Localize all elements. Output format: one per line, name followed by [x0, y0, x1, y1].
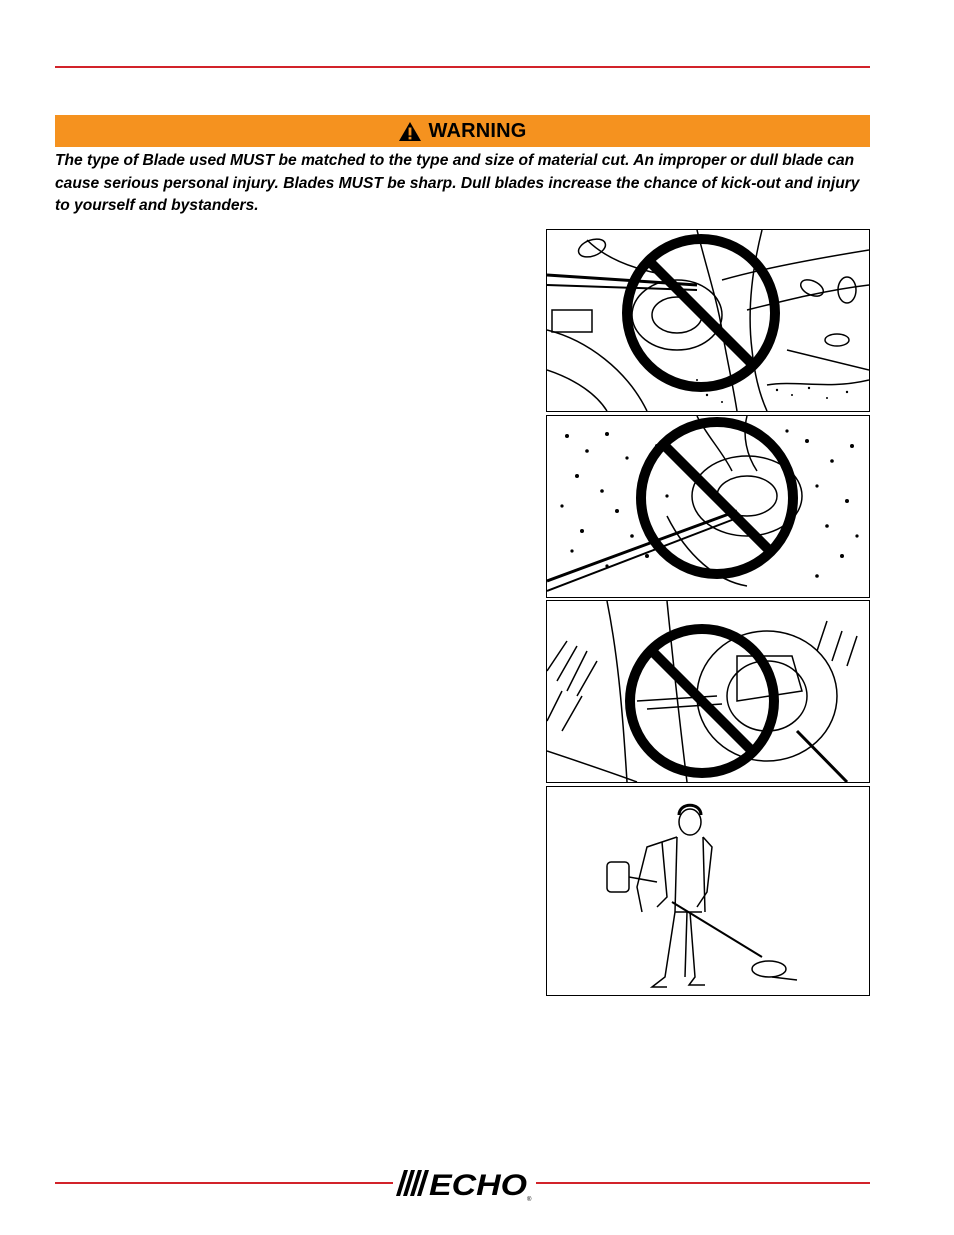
- footer-rule-left: [55, 1182, 393, 1184]
- registered-mark: ®: [527, 1197, 532, 1202]
- warning-text: The type of Blade used MUST be matched to the type and size of material cut. An improper or dull blade can cause serious personal injury. Blades MUST be sharp. Dull blades increase the chance of kick-out and injury to yourself and bystanders.: [55, 152, 860, 214]
- logo-text: ECHO: [429, 1169, 527, 1202]
- illustration-blade-near-tree: [546, 229, 870, 412]
- prohibition-icon: [627, 239, 775, 387]
- echo-logo: [394, 1166, 534, 1202]
- tree-trunk-blade-illustration: [547, 230, 869, 411]
- logo-stripes: [396, 1170, 429, 1196]
- illustration-blade-on-gravel: [546, 415, 870, 598]
- illustration-operator-trimming: [546, 786, 870, 996]
- warning-title: WARNING: [428, 119, 527, 142]
- warning-banner: [55, 115, 870, 147]
- gravel-blade-illustration: [547, 416, 869, 597]
- illustration-blade-near-tree-grass: [546, 600, 870, 783]
- tree-grass-blade-illustration: [547, 601, 869, 782]
- header-rule: [55, 66, 870, 68]
- footer-rule-right: [536, 1182, 870, 1184]
- prohibition-icon: [641, 422, 793, 574]
- operator-trimmer-illustration: [547, 787, 869, 995]
- prohibition-icon: [630, 629, 774, 773]
- warning-triangle-icon: [398, 121, 422, 142]
